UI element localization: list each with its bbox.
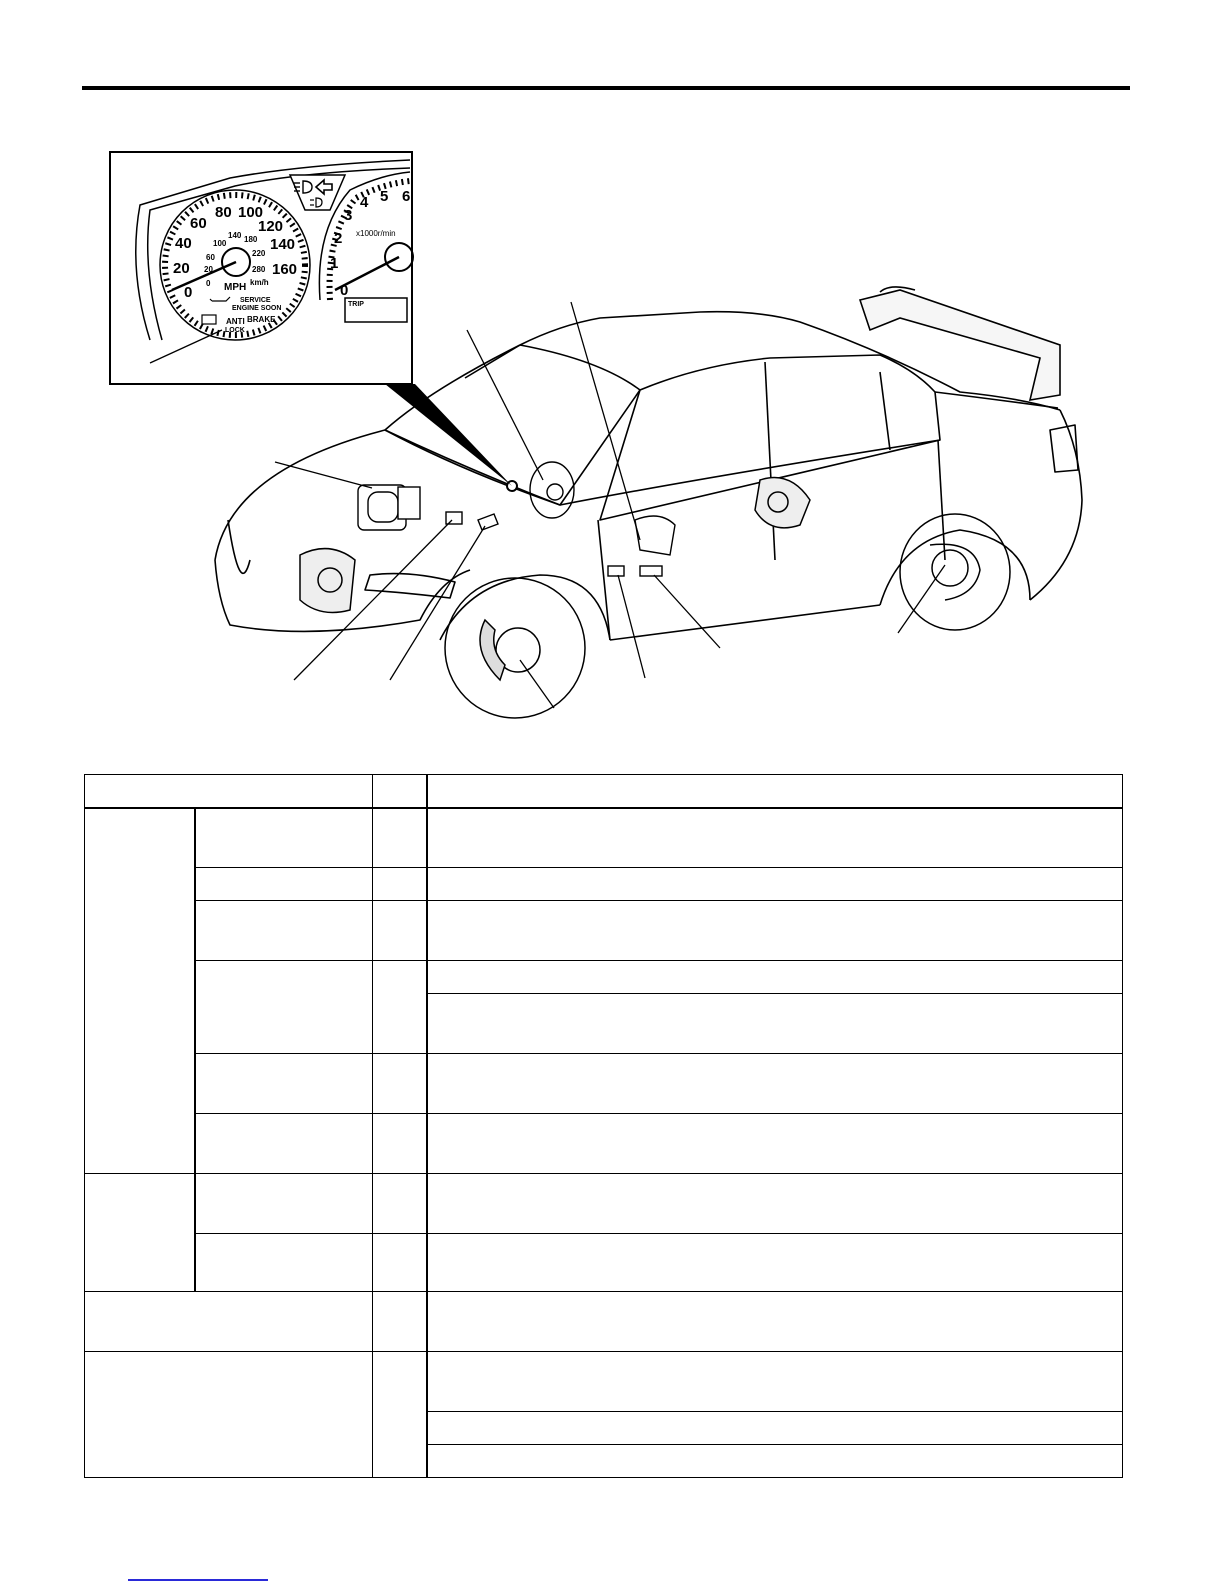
- table-row: [85, 901, 1123, 961]
- table-row: [85, 808, 1123, 868]
- anti-lock-label: ANTI: [226, 317, 245, 326]
- group-cell: [85, 808, 195, 1174]
- hydraulic-unit: [358, 485, 420, 530]
- table-row: [85, 1054, 1123, 1114]
- rpm-tick: 4: [360, 194, 369, 211]
- mph-tick: 160: [272, 261, 298, 278]
- table-cell: [427, 868, 1123, 901]
- table-cell: [373, 901, 427, 961]
- table-cell: [373, 1114, 427, 1174]
- table-cell: [195, 1114, 373, 1174]
- table-row: [85, 1352, 1123, 1412]
- rear-spoiler: [860, 287, 1060, 400]
- front-left-wheel: [445, 578, 585, 718]
- table-cell: [195, 1234, 373, 1292]
- table-cell: [373, 868, 427, 901]
- rpm-unit: x1000r/min: [356, 229, 396, 238]
- fuse-connector: [478, 514, 498, 530]
- table-cell: [427, 1114, 1123, 1174]
- table-header-row: [85, 775, 1123, 808]
- table-cell: [195, 1174, 373, 1234]
- rpm-tick: 6: [402, 188, 411, 205]
- table-cell: [195, 901, 373, 961]
- rpm-tick: 2: [334, 230, 343, 247]
- table-cell: [195, 961, 373, 1054]
- kmh-unit: km/h: [250, 278, 269, 287]
- table-cell: [427, 808, 1123, 868]
- control-module: [608, 516, 675, 576]
- table-cell: [373, 1174, 427, 1234]
- table-cell: [427, 1352, 1123, 1412]
- mph-tick: 80: [215, 204, 232, 221]
- table-cell: [195, 868, 373, 901]
- table-cell: [373, 808, 427, 868]
- table-row: [85, 868, 1123, 901]
- table-row: [85, 961, 1123, 994]
- header-cell-description: [427, 775, 1123, 808]
- anti-lock-label-2: LOCK: [225, 327, 245, 334]
- steering-wheel: [530, 462, 574, 518]
- table-cell: [195, 1054, 373, 1114]
- mph-tick: 0: [184, 284, 193, 301]
- footer-link-underline[interactable]: [128, 1579, 268, 1581]
- trip-label: TRIP: [348, 301, 364, 308]
- rpm-tick: 3: [344, 207, 353, 224]
- table-cell: [427, 961, 1123, 994]
- table-cell: [427, 1412, 1123, 1445]
- group-cell: [85, 1174, 195, 1292]
- service-label-2: ENGINE SOON: [232, 305, 282, 312]
- mph-tick: 120: [258, 218, 284, 235]
- kmh-tick: 0: [206, 279, 211, 288]
- rpm-tick: 1: [330, 255, 339, 272]
- table-cell: [427, 1174, 1123, 1234]
- kmh-tick: 20: [204, 265, 213, 274]
- kmh-tick: 140: [228, 231, 242, 240]
- kmh-tick: 280: [252, 265, 266, 274]
- table-cell: [373, 1234, 427, 1292]
- rpm-tick: 5: [380, 188, 389, 205]
- table-row: [85, 1234, 1123, 1292]
- mph-tick: 140: [270, 236, 296, 253]
- table-cell: [427, 1054, 1123, 1114]
- table-row: [85, 1114, 1123, 1174]
- kmh-tick: 180: [244, 235, 258, 244]
- table-cell: [373, 961, 427, 1054]
- component-table: [84, 774, 1123, 1478]
- kmh-tick: 100: [213, 239, 227, 248]
- mph-tick: 20: [173, 260, 190, 277]
- kmh-tick: 60: [206, 253, 215, 262]
- front-right-wheel: [300, 549, 355, 613]
- table-cell: [373, 1352, 427, 1478]
- mph-unit: MPH: [224, 282, 247, 293]
- mph-tick: 60: [190, 215, 207, 232]
- service-label: SERVICE: [240, 297, 271, 304]
- table-cell: [85, 1352, 373, 1478]
- relay-box: [446, 512, 462, 524]
- table-row: [85, 1292, 1123, 1352]
- header-cell-component: [85, 775, 373, 808]
- mph-tick: 40: [175, 235, 192, 252]
- table-cell: [195, 808, 373, 868]
- table-row: [85, 1174, 1123, 1234]
- table-cell: [427, 1292, 1123, 1352]
- rpm-tick: 0: [340, 282, 349, 299]
- rear-right-wheel: [755, 478, 810, 528]
- abs-component-location-illustration: [0, 0, 1225, 770]
- brake-label: BRAKE: [247, 315, 276, 324]
- table-cell: [427, 1234, 1123, 1292]
- table-cell: [427, 901, 1123, 961]
- table-cell: [373, 1054, 427, 1114]
- mph-tick: 100: [238, 204, 264, 221]
- table-cell: [427, 994, 1123, 1054]
- table-cell: [427, 1445, 1123, 1478]
- kmh-tick: 220: [252, 249, 266, 258]
- table-cell: [373, 1292, 427, 1352]
- header-cell-ref: [373, 775, 427, 808]
- table-cell: [85, 1292, 373, 1352]
- inset-callout-wedge: [385, 384, 512, 486]
